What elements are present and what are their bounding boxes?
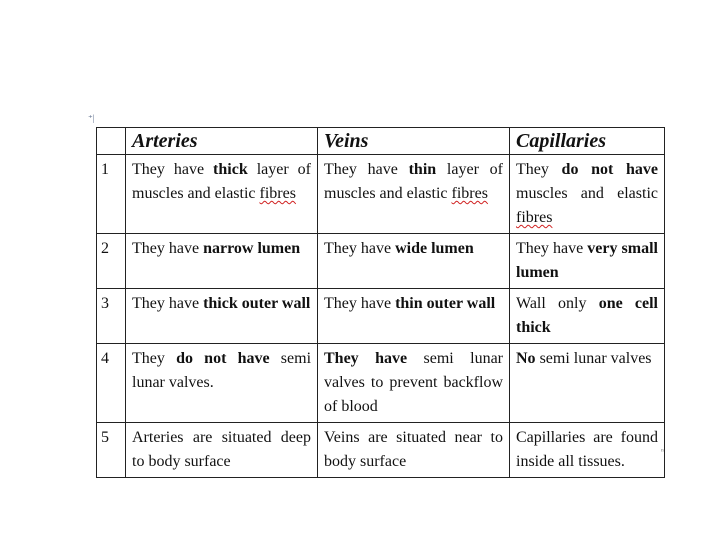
table-move-handle-icon[interactable]: ⁺| [88,113,95,123]
emphasis-text: wide lumen [395,240,474,257]
capillaries-cell[interactable] [510,289,665,344]
cell-text: Capillaries are found inside all tissues. [516,429,658,470]
cell-text: They have [132,161,214,178]
cell-text: semi lunar valves. [132,350,312,391]
comparison-table [96,127,665,478]
row-number[interactable]: 5 [97,423,126,478]
emphasis-text: very small lumen [516,240,659,281]
spellcheck-flagged-text: fibres [451,185,488,202]
table-row [97,155,665,234]
arteries-cell[interactable] [126,344,318,423]
capillaries-cell[interactable] [510,234,665,289]
capillaries-cell[interactable] [510,155,665,234]
veins-cell[interactable] [318,234,510,289]
emphasis-text: thick outer wall [203,295,311,312]
emphasis-text: narrow lumen [203,240,301,257]
emphasis-text: They have [324,350,408,367]
end-of-row-mark-icon: ⁿ [661,446,664,456]
row-number[interactable]: 4 [97,344,126,423]
spellcheck-flagged-text: fibres [259,185,296,202]
header-arteries[interactable]: Arteries [126,128,318,155]
veins-cell[interactable] [318,344,510,423]
cell-text: They [516,161,562,178]
veins-cell[interactable] [318,289,510,344]
emphasis-text: thick [213,161,248,178]
arteries-cell[interactable] [126,423,318,478]
table-row [97,344,665,423]
cell-text: Veins are situated near to body surface [324,429,503,470]
header-veins[interactable]: Veins [318,128,510,155]
cell-text: semi lunar valves to prevent backflow of blood [324,350,504,415]
header-capillaries[interactable]: Capillaries [510,128,665,155]
arteries-cell[interactable] [126,289,318,344]
header-number[interactable] [97,128,126,155]
cell-text: Wall only [516,295,599,312]
veins-cell[interactable] [318,423,510,478]
cell-text: They have [132,240,204,257]
cell-text: Arteries are situated deep to body surface [132,429,311,470]
cell-text: They have [324,161,409,178]
emphasis-text: do not have [561,161,659,178]
cell-text: They have [132,295,204,312]
capillaries-cell[interactable] [510,423,665,478]
cell-text: They [132,350,177,367]
emphasis-text: one cell thick [516,295,658,336]
cell-text: layer of muscles and elastic [132,161,311,202]
table-row [97,289,665,344]
emphasis-text: thin outer wall [395,295,496,312]
emphasis-text: No [516,350,536,367]
veins-cell[interactable] [318,155,510,234]
cell-text: layer of muscles and elastic [324,161,503,202]
emphasis-text: thin [408,161,437,178]
emphasis-text: do not have [176,350,270,367]
row-number[interactable]: 3 [97,289,126,344]
row-number[interactable]: 2 [97,234,126,289]
arteries-cell[interactable] [126,155,318,234]
row-number[interactable]: 1 [97,155,126,234]
cell-text: They have [324,240,396,257]
cell-text: They have [324,295,396,312]
cell-text: muscles and elastic [516,185,658,202]
spellcheck-flagged-text: fibres [516,209,553,226]
cell-text: semi lunar valves [535,350,652,367]
table-row [97,234,665,289]
capillaries-cell[interactable] [510,344,665,423]
table-row [97,423,665,478]
cell-text: They have [516,240,588,257]
header-row [97,128,665,155]
arteries-cell[interactable] [126,234,318,289]
